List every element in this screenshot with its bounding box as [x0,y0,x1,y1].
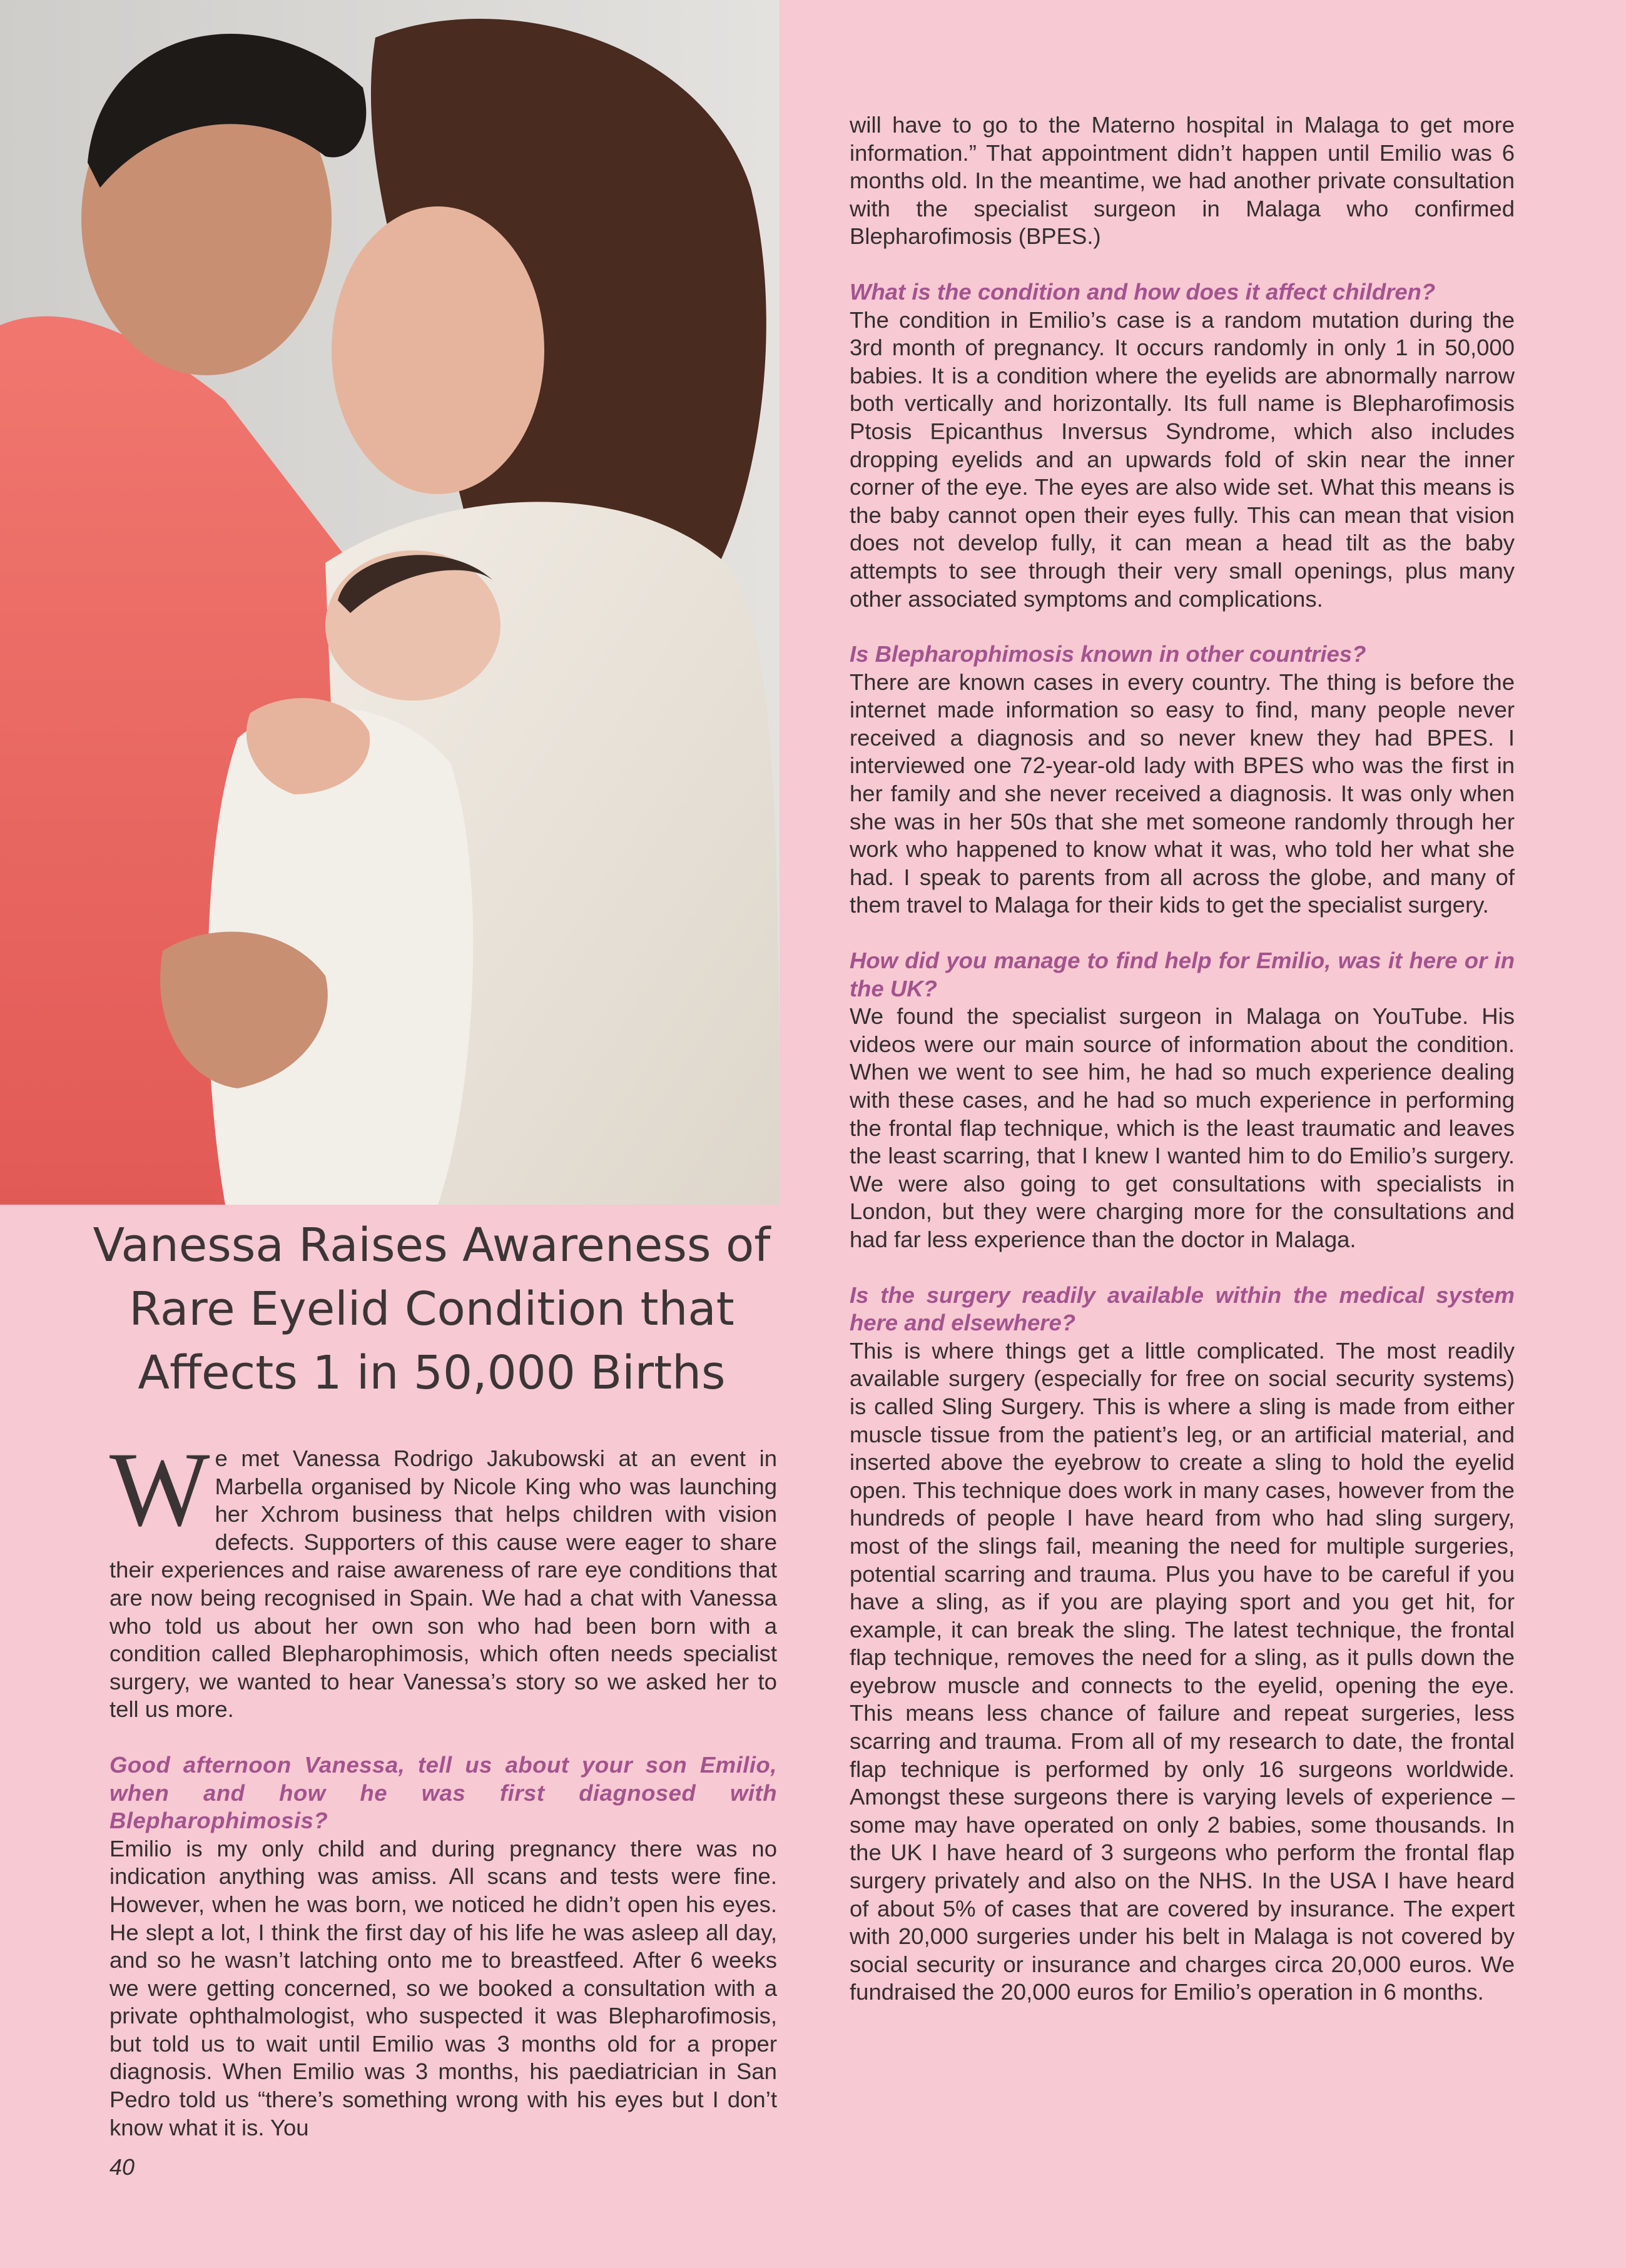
answer-1-part-2: will have to go to the Materno hospital in Malaga to get more information.” That appointment didn’t happen until Emilio was 6 months old. In the meantime, we had another private consultation with the specialist surgeon in Malaga who confirmed Blepharofimosis (BPES.) [850,112,1515,250]
article-headline [56,1213,807,1405]
answer-4: We found the specialist surgeon in Malaga on YouTube. His videos were our main source of information about the condition. When we went to see him, he had so much experience dealing with these cases, and he had so much experience in performing the frontal flap technique, which is the least traumatic and leaves the least scarring, that I knew I wanted him to do Emilio’s surgery. We were also going to get consultations with specialists in London, but they were charging more for the consultations and had far less experience than the doctor in Malaga. [850,1003,1515,1252]
headline-line-1: Vanessa Raises Awareness of [93,1218,771,1272]
answer-3: There are known cases in every country. The thing is before the internet made information so easy to find, many people never received a diagnosis and so never knew they had BPES. I interviewed one 72-year-old lady with BPES who was the first in her family and she never received a diagnosis. It was only when she was in her 50s that she met someone randomly through her work who happened to know what it was, who told her what she had. I speak to parents from all across the globe, and many of them travel to Malaga for their kids to get the specialist surgery. [850,669,1515,918]
drop-cap: W [109,1430,210,1548]
headline-line-2: Rare Eyelid Condition that [129,1282,734,1336]
answer-1-part-1: Emilio is my only child and during pregnancy there was no indication anything was amiss. All scans and tests were fine. However, when he was born, we noticed he didn’t open his eyes. He slept a lot, I think the first day of his life he was asleep all day, and so he wasn’t latching onto me to breastfeed. After 6 weeks we were getting concerned, so we booked a consultation with a private ophthalmologist, who suspected it was Blepharofimosis, but told us to wait until Emilio was 3 months old for a proper diagnosis. When Emilio was 3 months, his paediatrician in San Pedro told us “there’s something wrong with his eyes but I don’t know what it is. You [109,1835,777,2140]
question-1: Good afternoon Vanessa, tell us about your son Emilio, when and how he was first diagnosed with Blepharophimosis? [109,1751,777,1834]
intro-paragraph [109,1430,777,1724]
question-3: Is Blepharophimosis known in other countries? [850,641,1366,667]
family-photo-icon [0,0,780,1205]
left-column [109,1430,777,2142]
answer-2: The condition in Emilio’s case is a random mutation during the 3rd month of pregnancy. It occurs randomly in only 1 in 50,000 babies. It is a condition where the eyelids are abnormally narrow both vertically and horizontally. Its full name is Blepharofimosis Ptosis Epicanthus Inversus Syndrome, which also includes dropping eyelids and an upwards fold of skin near the inner corner of the eye. The eyes are also wide set. What this means is the baby cannot open their eyes fully. This can mean that vision does not develop fully, it can mean a head tilt as the baby attempts to see through their very small openings, plus many other associated symptoms and complications. [850,306,1515,612]
question-2: What is the condition and how does it affect children? [850,278,1436,305]
intro-text: e met Vanessa Rodrigo Jakubowski at an event in Marbella organised by Nicole King who was launching her Xchrom business that helps children with vision defects. Supporters of this cause were eager to share their experiences and raise awareness of rare eye conditions that are now being recognised in Spain. We had a chat with Vanessa who told us about her own son who had been born with a condition called Blepharophimosis, which often needs specialist surgery, we wanted to hear Vanessa’s story so we asked her to tell us more. [109,1445,777,1723]
answer-5: This is where things get a little complicated. The most readily available surgery (especially for free on social security systems) is called Sling Surgery. This is where a sling is made from either muscle tissue from the patient’s leg, or an artificial material, and inserted above the eyebrow to create a sling to hold the eyelid open. This technique does work in many cases, however from the hundreds of people I have heard from who had sling surgery, most of the slings fail, meaning the need for multiple surgeries, potential scarring and trauma. Plus you have to be careful if you have a sling, as if you are playing sport and you get hit, for example, it can break the sling. The latest technique, the frontal flap technique, removes the need for a sling, as it pulls down the eyebrow muscle and connects to the eyelid, opening the eye. This means less chance of failure and repeat surgeries, less scarring and trauma. From all of my research to date, the frontal flap technique is performed by only 16 surgeons worldwide. Amongst these surgeons there is varying levels of experience – some may have operated on only 2 babies, some thousands. In the UK I have heard of 3 surgeons who perform the frontal flap surgery privately and also on the NHS. In the USA I have heard of about 5% of cases that are covered by insurance. The expert with 20,000 surgeries under his belt in Malaga is not covered by social security or insurance and charges circa 20,000 euros. We fundraised the 20,000 euros for Emilio’s operation in 6 months. [850,1337,1515,2005]
question-4: How did you manage to find help for Emilio, was it here or in the UK? [850,948,1515,1001]
right-column [850,111,1515,2007]
question-5: Is the surgery readily available within the medical system here and elsewhere? [850,1282,1515,1336]
family-photo [0,0,780,1205]
page-number: 40 [109,2154,135,2180]
headline-line-3: Affects 1 in 50,000 Births [138,1346,726,1400]
